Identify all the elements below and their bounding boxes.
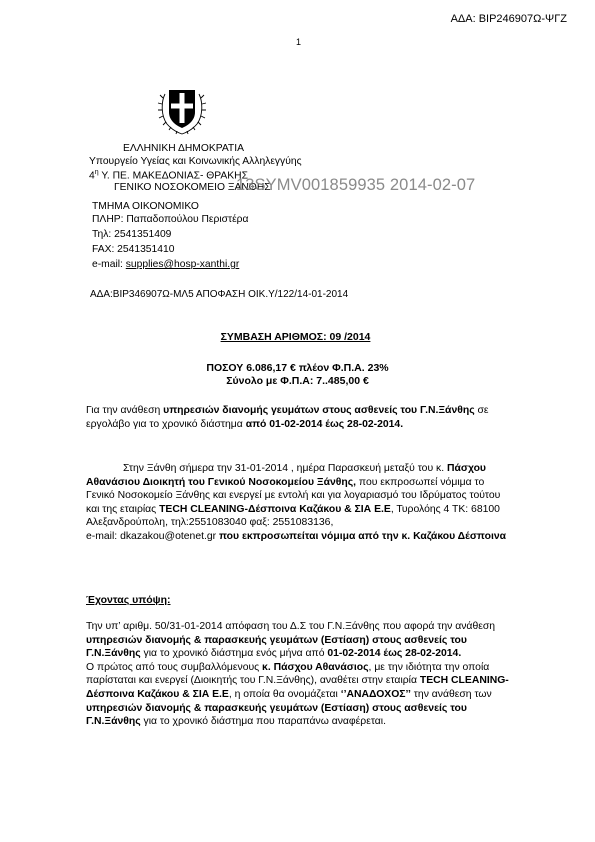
- paragraph-subject: [86, 404, 511, 431]
- p3-bold-3: κ. Πάσχου Αθανάσιος: [262, 661, 369, 673]
- p2-text-3: , Τυρολόης 4 ΤΚ: 68100 Αλεξανδρούπολη, τηλ:2551083040 φαξ: 2551083136,: [86, 503, 500, 529]
- contract-total: Σύνολο με Φ.Π.Α: 7..485,00 €: [226, 375, 369, 387]
- p3-bold-4: TECH CLEANING-Δέσποινα Καζάκου & ΣΙΑ Ε.Ε: [86, 675, 509, 700]
- p1-bold-1: υπηρεσιών διανομής γευμάτων στους ασθενείς του Γ.Ν.Ξάνθης: [163, 405, 475, 416]
- contract-title: ΣΥΜΒΑΣΗ ΑΡΙΘΜΟΣ: 09 /2014: [220, 331, 371, 343]
- p3-text-4: , με την ιδιότητα την οποία παρίσταται και ενεργεί (Διοικητής του Γ.Ν.Ξάνθης), αναθέτει στην εταιρία: [86, 661, 490, 687]
- region-text: Υ. ΠΕ. ΜΑΚΕΔΟΝΙΑΣ- ΘΡΑΚΗΣ: [98, 170, 248, 182]
- p3-text-5: , η οποία θα ονομάζεται: [228, 688, 341, 700]
- p3-bold-6: υπηρεσιών διανομής & παρασκευής γευμάτων (Εστίαση) στους ασθενείς του Γ.Ν.Ξάνθης: [86, 702, 467, 728]
- contract-amount: ΠΟΣΟΥ 6.086,17 € πλέον Φ.Π.Α. 23%: [206, 362, 389, 374]
- phone-number: Τηλ: 2541351409: [92, 229, 172, 240]
- p1-bold-2: από 01-02-2014 έως 28-02-2014.: [245, 418, 404, 430]
- p3-text-7: για το χρονικό διάστημα που παραπάνω αναφέρεται.: [140, 716, 386, 728]
- paragraph-considerations: [86, 620, 511, 729]
- p2-bold-2: TECH CLEANING-Δέσποινα Καζάκου & ΣΙΑ Ε.Ε: [159, 503, 391, 515]
- hospital-name: ΓΕΝΙΚΟ ΝΟΣΟΚΟΜΕΙΟ ΞΑΝΘΗΣ: [114, 182, 271, 193]
- section-heading: Έχοντας υπόψη:: [86, 594, 171, 606]
- email-label: e-mail:: [92, 259, 126, 270]
- p3-bold-5: ‘’ΑΝΑΔΟΧΟΣ’’: [340, 688, 411, 700]
- p2-text-4: e-mail: dkazakou@otenet.gr: [86, 530, 219, 542]
- region-number: 4: [89, 170, 95, 182]
- p3-text-2: για το χρονικό διάστημα ενός μήνα από: [140, 648, 328, 660]
- p3-text-3: Ο πρώτος από τους συμβαλλόμενους: [86, 661, 263, 673]
- p3-text-6: την ανάθεση των: [410, 688, 492, 700]
- p3-text-1: Την υπ’ αριθμ. 50/31-01-2014 απόφαση του Δ.Σ του Γ.Ν.Ξάνθης που αφορά την ανάθεση: [86, 621, 496, 632]
- greek-coat-of-arms-icon: [157, 82, 207, 136]
- registry-stamp: 13SYMV001859935 2014-02-07: [236, 176, 476, 194]
- p3-bold-2: 01-02-2014 έως 28-02-2014.: [327, 648, 462, 660]
- p1-text-1: Για την ανάθεση: [86, 405, 164, 416]
- p2-bold-3: που εκπροσωπείται νόμιμα από την κ. Καζάκου Δέσποινα: [219, 530, 506, 542]
- decision-reference: ΑΔΑ:ΒΙΡ346907Ω-ΜΛ5 ΑΠΟΦΑΣΗ ΟΙΚ.Υ/122/14-01-2014: [90, 289, 349, 300]
- contact-person: ΠΛΗΡ: Παπαδοπούλου Περιστέρα: [92, 214, 249, 225]
- paragraph-parties: [86, 462, 511, 544]
- p2-bold-1: Πάσχου Αθανάσιου Διοικητή του Γενικού Νοσοκομείου Ξάνθης,: [86, 463, 486, 488]
- page-number: 1: [296, 37, 302, 47]
- country-name: ΕΛΛΗΝΙΚΗ ΔΗΜΟΚΡΑΤΙΑ: [123, 143, 244, 154]
- region-superscript: η: [94, 169, 99, 176]
- email-line: [92, 259, 239, 270]
- fax-number: FAX: 2541351410: [92, 244, 175, 255]
- p2-text-1: Στην Ξάνθη σήμερα την 31-01-2014 , ημέρα Παρασκευή μεταξύ του κ.: [123, 463, 447, 474]
- ada-number-top: ΑΔΑ: ΒΙΡ246907Ω-ΨΓΖ: [450, 13, 567, 25]
- department-name: ΤΜΗΜΑ ΟΙΚΟΝΟΜΙΚΟ: [92, 201, 199, 212]
- p2-text-2: που εκπροσωπεί νόμιμα το Γενικό Νοσοκομείο Ξάνθης και ενεργεί με εντολή και για λογαριασμό του Ιδρύματος τούτου και της εταιρίας: [86, 476, 501, 515]
- ministry-name: Υπουργείο Υγείας και Κοινωνικής Αλληλεγγύης: [89, 156, 302, 167]
- email-link[interactable]: supplies@hosp-xanthi.gr: [125, 259, 240, 270]
- p3-bold-1: υπηρεσιών διανομής & παρασκευής γευμάτων (Εστίαση) στους ασθενείς του Γ.Ν.Ξάνθης: [86, 634, 467, 660]
- p1-text-2: σε εργολάβο για το χρονικό διάστημα: [86, 405, 489, 430]
- region-name: [89, 169, 248, 181]
